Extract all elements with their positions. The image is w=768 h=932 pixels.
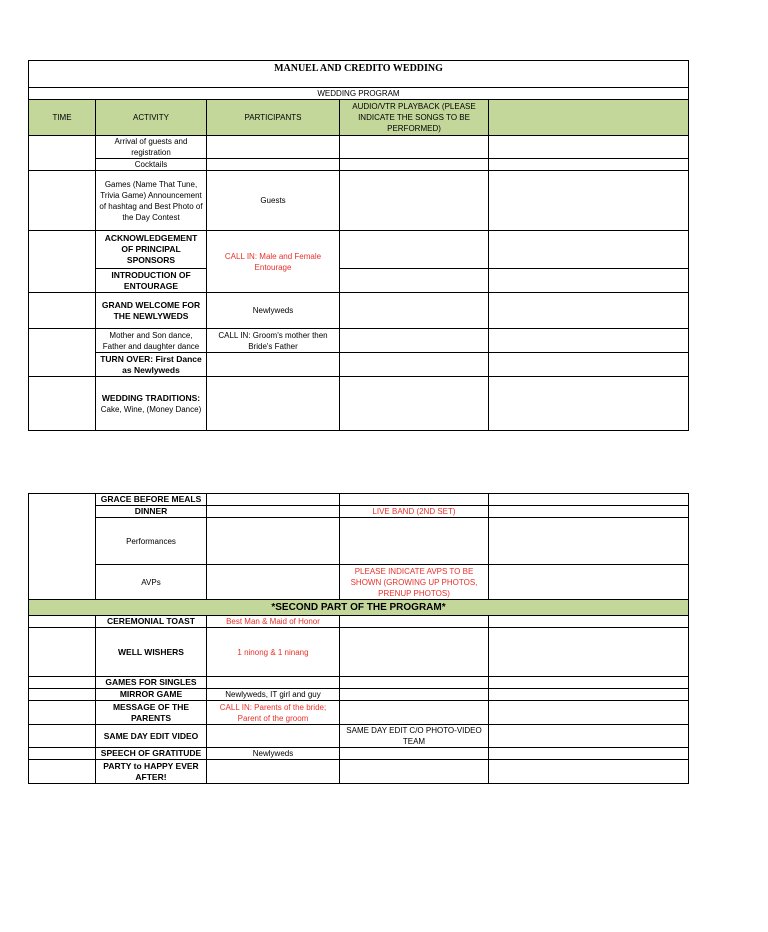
notes-cell	[489, 701, 689, 725]
time-cell	[29, 689, 96, 701]
participants-cell	[207, 677, 340, 689]
audio-live-band: LIVE BAND (2ND SET)	[340, 506, 489, 518]
audio-cell	[340, 231, 489, 269]
time-cell	[29, 329, 96, 377]
notes-cell	[489, 171, 689, 231]
audio-cell	[340, 269, 489, 293]
participants-guests: Guests	[207, 171, 340, 231]
time-cell	[29, 725, 96, 748]
participants-cell	[207, 136, 340, 159]
activity-performances: Performances	[96, 518, 207, 565]
notes-cell	[489, 231, 689, 269]
activity-introduction: INTRODUCTION OF ENTOURAGE	[96, 269, 207, 293]
activity-acknowledgement: ACKNOWLEDGEMENT OF PRINCIPAL SPONSORS	[96, 231, 207, 269]
notes-cell	[489, 689, 689, 701]
time-cell	[29, 293, 96, 329]
notes-cell	[489, 725, 689, 748]
participants-newlyweds: Newlyweds	[207, 293, 340, 329]
activity-same-day-edit: SAME DAY EDIT VIDEO	[96, 725, 207, 748]
time-cell	[29, 760, 96, 784]
activity-games: Games (Name That Tune, Trivia Game) Announcement of hashtag and Best Photo of the Day Contest	[96, 171, 207, 231]
activity-mirror-game: MIRROR GAME	[96, 689, 207, 701]
notes-cell	[489, 494, 689, 506]
notes-cell	[489, 506, 689, 518]
audio-cell	[340, 677, 489, 689]
audio-cell	[340, 628, 489, 677]
notes-cell	[489, 677, 689, 689]
participants-mother-son-call: CALL IN: Groom's mother then Bride's Father	[207, 329, 340, 353]
activity-wedding-traditions	[96, 377, 207, 431]
time-cell	[29, 701, 96, 725]
audio-cell	[340, 689, 489, 701]
activity-grace: GRACE BEFORE MEALS	[96, 494, 207, 506]
audio-cell	[340, 136, 489, 159]
activity-avps: AVPs	[96, 565, 207, 600]
activity-games-singles: GAMES FOR SINGLES	[96, 677, 207, 689]
activity-mother-son-dance: Mother and Son dance, Father and daughter dance	[96, 329, 207, 353]
participants-cell	[207, 506, 340, 518]
program-table-part-one	[28, 60, 689, 431]
audio-avps-note: PLEASE INDICATE AVPS TO BE SHOWN (GROWING UP PHOTOS, PRENUP PHOTOS)	[340, 565, 489, 600]
notes-cell	[489, 136, 689, 159]
audio-cell	[340, 748, 489, 760]
time-cell	[29, 377, 96, 431]
audio-cell	[340, 494, 489, 506]
header-audio: AUDIO/VTR PLAYBACK (PLEASE INDICATE THE SONGS TO BE PERFORMED)	[340, 100, 489, 136]
notes-cell	[489, 377, 689, 431]
participants-cell	[207, 565, 340, 600]
activity-speech-gratitude: SPEECH OF GRATITUDE	[96, 748, 207, 760]
audio-cell	[340, 159, 489, 171]
notes-cell	[489, 329, 689, 353]
activity-party: PARTY to HAPPY EVER AFTER!	[96, 760, 207, 784]
traditions-detail: Cake, Wine, (Money Dance)	[100, 404, 202, 414]
activity-dinner: DINNER	[96, 506, 207, 518]
activity-arrival: Arrival of guests and registration	[96, 136, 207, 159]
audio-cell	[340, 171, 489, 231]
participants-cell	[207, 353, 340, 377]
activity-ceremonial-toast: CEREMONIAL TOAST	[96, 616, 207, 628]
participants-parents-call: CALL IN: Parents of the bride; Parent of the groom	[207, 701, 340, 725]
activity-message-parents: MESSAGE OF THE PARENTS	[96, 701, 207, 725]
notes-cell	[489, 353, 689, 377]
time-cell	[29, 628, 96, 677]
participants-cell	[207, 725, 340, 748]
traditions-title: WEDDING TRADITIONS:	[101, 392, 201, 403]
header-blank	[489, 100, 689, 136]
audio-cell	[340, 518, 489, 565]
header-time: TIME	[29, 100, 96, 136]
notes-cell	[489, 269, 689, 293]
notes-cell	[489, 760, 689, 784]
activity-well-wishers: WELL WISHERS	[96, 628, 207, 677]
participants-entourage-call: CALL IN: Male and Female Entourage	[207, 231, 340, 293]
notes-cell	[489, 616, 689, 628]
document-title: MANUEL AND CREDITO WEDDING	[29, 61, 689, 88]
audio-cell	[340, 377, 489, 431]
time-cell	[29, 748, 96, 760]
notes-cell	[489, 628, 689, 677]
participants-cell	[207, 494, 340, 506]
activity-turn-over: TURN OVER: First Dance as Newlyweds	[96, 353, 207, 377]
notes-cell	[489, 518, 689, 565]
program-table-part-two	[28, 493, 689, 784]
activity-cocktails: Cocktails	[96, 159, 207, 171]
participants-mirror-game: Newlyweds, IT girl and guy	[207, 689, 340, 701]
participants-best-man: Best Man & Maid of Honor	[207, 616, 340, 628]
document-subtitle: WEDDING PROGRAM	[29, 88, 689, 100]
audio-cell	[340, 616, 489, 628]
participants-cell	[207, 377, 340, 431]
section-second-part: *SECOND PART OF THE PROGRAM*	[29, 600, 689, 616]
time-cell	[29, 677, 96, 689]
time-cell	[29, 616, 96, 628]
activity-grand-welcome: GRAND WELCOME FOR THE NEWLYWEDS	[96, 293, 207, 329]
audio-cell	[340, 293, 489, 329]
notes-cell	[489, 565, 689, 600]
header-activity: ACTIVITY	[96, 100, 207, 136]
notes-cell	[489, 293, 689, 329]
time-cell	[29, 494, 96, 600]
audio-cell	[340, 760, 489, 784]
audio-cell	[340, 353, 489, 377]
audio-sde-note: SAME DAY EDIT C/O PHOTO-VIDEO TEAM	[340, 725, 489, 748]
audio-cell	[340, 701, 489, 725]
notes-cell	[489, 748, 689, 760]
participants-cell	[207, 159, 340, 171]
header-participants: PARTICIPANTS	[207, 100, 340, 136]
participants-ninong-ninang: 1 ninong & 1 ninang	[207, 628, 340, 677]
time-cell	[29, 136, 96, 171]
participants-newlyweds: Newlyweds	[207, 748, 340, 760]
notes-cell	[489, 159, 689, 171]
participants-cell	[207, 518, 340, 565]
time-cell	[29, 231, 96, 293]
audio-cell	[340, 329, 489, 353]
time-cell	[29, 171, 96, 231]
participants-cell	[207, 760, 340, 784]
